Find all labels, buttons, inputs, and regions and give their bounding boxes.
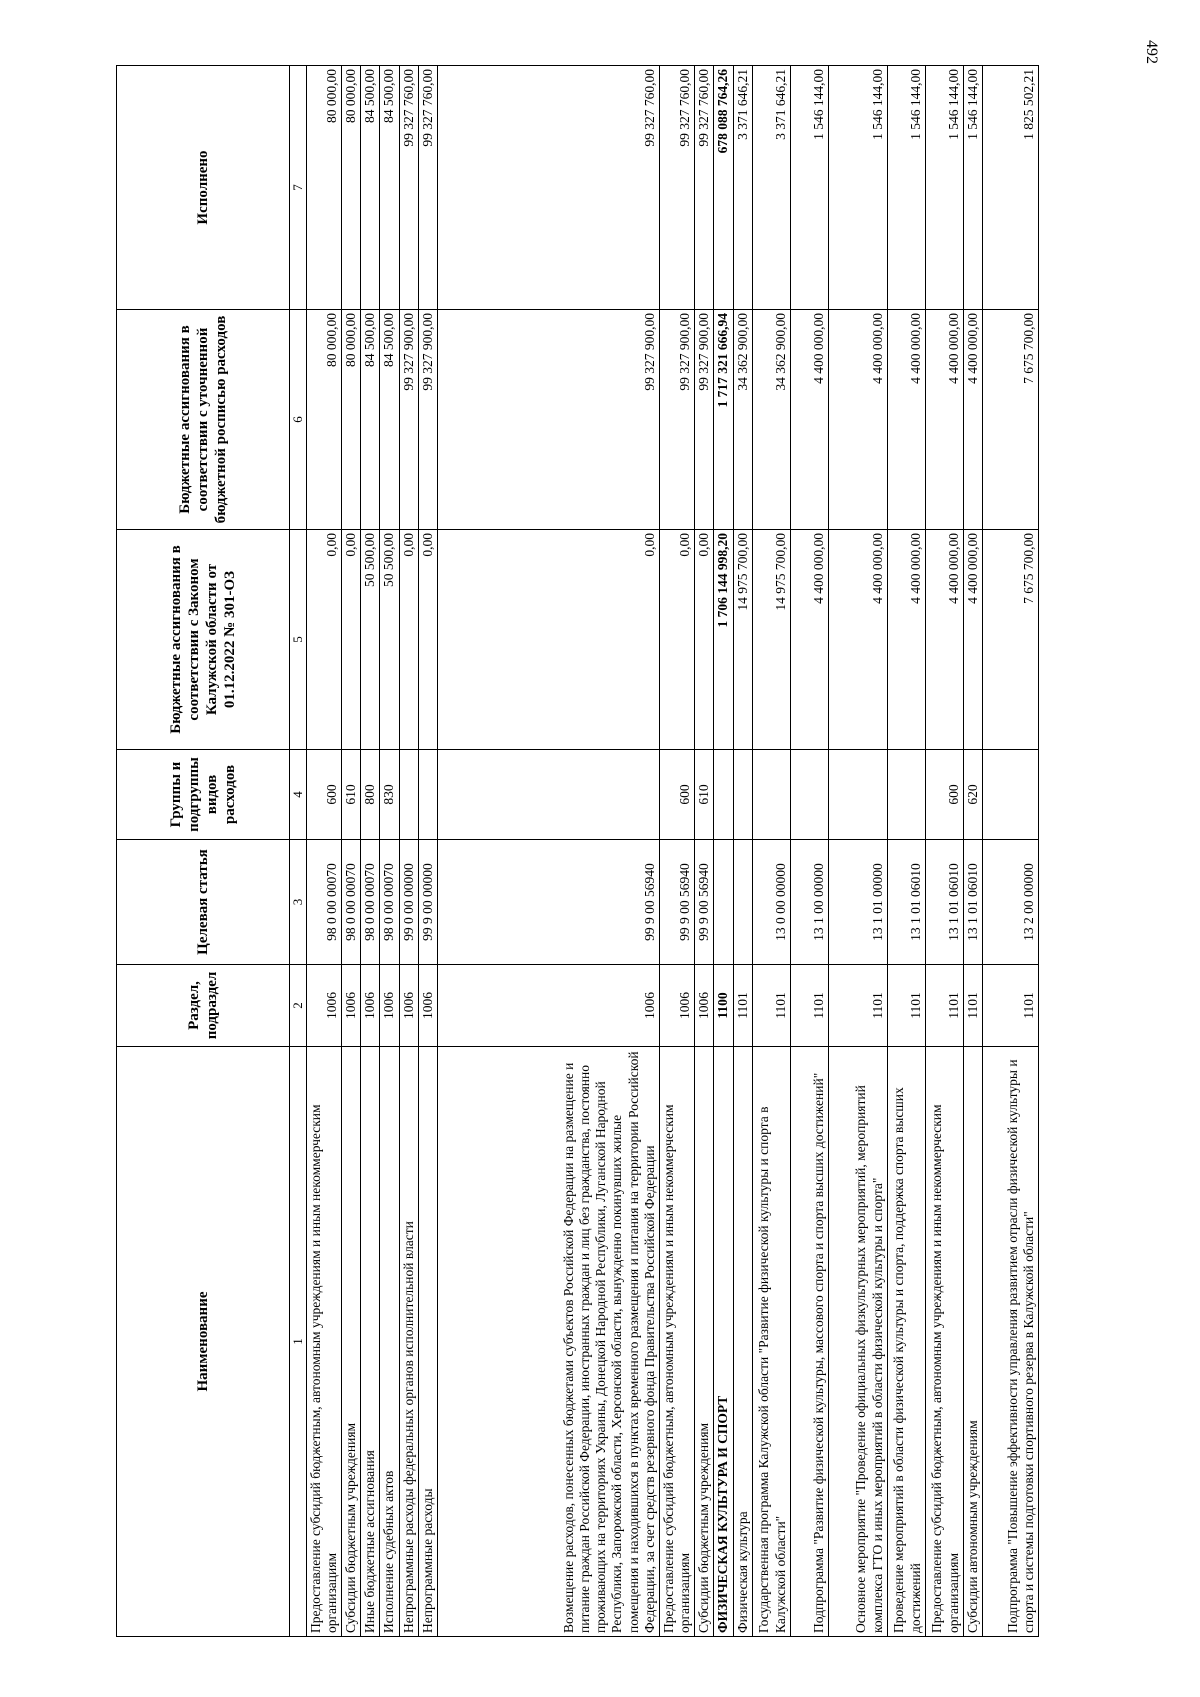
table-row	[828, 66, 887, 1637]
row-budget-amount: 99 327 900,00	[418, 310, 437, 530]
row-section: 1101	[733, 965, 752, 1047]
row-section: 1006	[437, 965, 659, 1047]
row-law-amount: 50 500,00	[361, 530, 380, 750]
row-name: Возмещение расходов, понесенных бюджетами субъектов Российской Федерации на размещение и питание граждан Российской Федерации, иностранных граждан и лиц без гражданства, постоянно проживающих на территориях Украины, Донецкой Народной Республики, Луганской Народной Республики, Запорожской области, Херсонской области, вынужденно покинувших жилые помещения и находившихся в пунктах временного размещения и питания на территории Российской Федерации, за счет средств резервного фонда Правительства Российской Федерации	[437, 1047, 659, 1637]
row-name: Субсидии автономным учреждениям	[963, 1047, 982, 1637]
row-section: 1006	[306, 965, 341, 1047]
row-group	[418, 750, 437, 840]
row-law-amount: 0,00	[659, 530, 694, 750]
row-law-amount: 14 975 700,00	[733, 530, 752, 750]
row-group	[887, 750, 925, 840]
row-budget-amount: 7 675 700,00	[983, 310, 1039, 530]
row-budget-amount: 80 000,00	[306, 310, 341, 530]
row-budget-amount: 99 327 900,00	[399, 310, 418, 530]
row-done-amount: 99 327 760,00	[437, 66, 659, 310]
row-name: Непрограммные расходы	[418, 1047, 437, 1637]
row-done-amount: 1 546 144,00	[925, 66, 963, 310]
row-budget-amount: 4 400 000,00	[828, 310, 887, 530]
row-law-amount: 4 400 000,00	[790, 530, 828, 750]
table-row	[963, 66, 982, 1637]
row-group: 830	[380, 750, 399, 840]
row-article: 98 0 00 00070	[361, 840, 380, 965]
row-article: 99 9 00 56940	[695, 840, 714, 965]
row-section: 1101	[983, 965, 1039, 1047]
row-budget-amount: 1 717 321 666,94	[714, 310, 733, 530]
row-section: 1006	[399, 965, 418, 1047]
row-law-amount: 4 400 000,00	[963, 530, 982, 750]
table-body	[306, 66, 1038, 1637]
table-row	[380, 66, 399, 1637]
row-name: Иные бюджетные ассигнования	[361, 1047, 380, 1637]
row-done-amount: 84 500,00	[361, 66, 380, 310]
row-section: 1006	[341, 965, 360, 1047]
row-article	[733, 840, 752, 965]
row-article: 99 9 00 56940	[437, 840, 659, 965]
row-article: 99 0 00 00000	[399, 840, 418, 965]
row-article: 13 1 01 06010	[925, 840, 963, 965]
row-budget-amount: 34 362 900,00	[733, 310, 752, 530]
row-name: Предоставление субсидий бюджетным, автономным учреждениям и иным некоммерческим организациям	[925, 1047, 963, 1637]
row-section: 1101	[828, 965, 887, 1047]
header-law: Бюджетные ассигнования в соответствии с Законом Калужской области от 01.12.2022 № 301-ОЗ	[117, 530, 290, 750]
page-number: 492	[1143, 40, 1160, 64]
row-group	[983, 750, 1039, 840]
header-budget: Бюджетные ассигнования в соответствии с уточненной бюджетной росписью расходов	[117, 310, 290, 530]
row-group: 600	[306, 750, 341, 840]
header-done: Исполнено	[117, 66, 290, 310]
table-row	[887, 66, 925, 1637]
row-group	[752, 750, 790, 840]
row-group	[828, 750, 887, 840]
row-group: 800	[361, 750, 380, 840]
row-article: 13 1 01 00000	[828, 840, 887, 965]
row-section: 1101	[963, 965, 982, 1047]
row-done-amount: 99 327 760,00	[659, 66, 694, 310]
column-number: 7	[290, 66, 307, 310]
rotated-page	[116, 66, 1156, 1637]
row-done-amount: 1 546 144,00	[887, 66, 925, 310]
row-done-amount: 3 371 646,21	[733, 66, 752, 310]
row-article: 13 1 00 00000	[790, 840, 828, 965]
row-group	[733, 750, 752, 840]
row-name: Подпрограмма "Повышение эффективности управления развитием отрасли физической культуры и спорта и системы подготовки спортивного резерва в Калужской области"	[983, 1047, 1039, 1637]
table-row	[418, 66, 437, 1637]
header-section: Раздел, подраздел	[117, 965, 290, 1047]
row-budget-amount: 99 327 900,00	[659, 310, 694, 530]
column-number-row	[290, 66, 307, 1637]
row-done-amount: 84 500,00	[380, 66, 399, 310]
header-article: Целевая статья	[117, 840, 290, 965]
row-group	[790, 750, 828, 840]
row-law-amount: 1 706 144 998,20	[714, 530, 733, 750]
row-article: 13 1 01 06010	[963, 840, 982, 965]
row-section: 1100	[714, 965, 733, 1047]
row-name: Проведение мероприятий в области физической культуры и спорта, поддержка спорта высших достижений	[887, 1047, 925, 1637]
row-section: 1101	[752, 965, 790, 1047]
row-article: 13 1 01 06010	[887, 840, 925, 965]
row-section: 1006	[380, 965, 399, 1047]
row-done-amount: 678 088 764,26	[714, 66, 733, 310]
row-name: Субсидии бюджетным учреждениям	[341, 1047, 360, 1637]
budget-table	[116, 65, 1039, 1637]
table-row	[399, 66, 418, 1637]
row-section: 1006	[361, 965, 380, 1047]
row-law-amount: 0,00	[695, 530, 714, 750]
row-section: 1006	[659, 965, 694, 1047]
row-section: 1101	[887, 965, 925, 1047]
header-name: Наименование	[117, 1047, 290, 1637]
row-budget-amount: 4 400 000,00	[790, 310, 828, 530]
row-group	[437, 750, 659, 840]
row-law-amount: 0,00	[306, 530, 341, 750]
row-name: Непрограммные расходы федеральных органов исполнительной власти	[399, 1047, 418, 1637]
row-done-amount: 80 000,00	[306, 66, 341, 310]
row-section: 1101	[925, 965, 963, 1047]
row-law-amount: 4 400 000,00	[828, 530, 887, 750]
row-group	[399, 750, 418, 840]
row-article	[714, 840, 733, 965]
row-budget-amount: 4 400 000,00	[887, 310, 925, 530]
row-budget-amount: 34 362 900,00	[752, 310, 790, 530]
column-number: 1	[290, 1047, 307, 1637]
column-number: 2	[290, 965, 307, 1047]
row-budget-amount: 4 400 000,00	[963, 310, 982, 530]
row-done-amount: 1 546 144,00	[828, 66, 887, 310]
row-done-amount: 80 000,00	[341, 66, 360, 310]
row-section: 1006	[418, 965, 437, 1047]
table-row	[659, 66, 694, 1637]
row-name: Предоставление субсидий бюджетным, автономным учреждениям и иным некоммерческим организациям	[306, 1047, 341, 1637]
row-section: 1101	[790, 965, 828, 1047]
row-article: 98 0 00 00070	[341, 840, 360, 965]
row-budget-amount: 80 000,00	[341, 310, 360, 530]
table-row	[925, 66, 963, 1637]
row-name: Основное мероприятие "Проведение официальных физкультурных мероприятий, мероприятий комплекса ГТО и иных мероприятий в области физической культуры и спорта"	[828, 1047, 887, 1637]
table-row	[752, 66, 790, 1637]
table-row	[437, 66, 659, 1637]
row-done-amount: 1 546 144,00	[790, 66, 828, 310]
row-done-amount: 3 371 646,21	[752, 66, 790, 310]
table-row	[361, 66, 380, 1637]
row-name: Физическая культура	[733, 1047, 752, 1637]
table-row	[790, 66, 828, 1637]
table-row	[341, 66, 360, 1637]
header-group: Группы и подгруппы видов расходов	[117, 750, 290, 840]
column-number: 4	[290, 750, 307, 840]
row-article: 98 0 00 00070	[380, 840, 399, 965]
header-row	[117, 66, 290, 1637]
column-number: 3	[290, 840, 307, 965]
row-budget-amount: 99 327 900,00	[437, 310, 659, 530]
column-number: 6	[290, 310, 307, 530]
row-section: 1006	[695, 965, 714, 1047]
row-budget-amount: 84 500,00	[361, 310, 380, 530]
row-group: 600	[659, 750, 694, 840]
row-name: Подпрограмма "Развитие физической культуры, массового спорта и спорта высших достижений"	[790, 1047, 828, 1637]
row-done-amount: 1 825 502,21	[983, 66, 1039, 310]
row-law-amount: 50 500,00	[380, 530, 399, 750]
row-law-amount: 4 400 000,00	[925, 530, 963, 750]
row-budget-amount: 84 500,00	[380, 310, 399, 530]
row-article: 13 0 00 00000	[752, 840, 790, 965]
row-done-amount: 99 327 760,00	[418, 66, 437, 310]
row-name: Предоставление субсидий бюджетным, автономным учреждениям и иным некоммерческим организациям	[659, 1047, 694, 1637]
row-law-amount: 0,00	[399, 530, 418, 750]
row-article: 99 9 00 56940	[659, 840, 694, 965]
row-group: 610	[341, 750, 360, 840]
row-done-amount: 99 327 760,00	[399, 66, 418, 310]
row-law-amount: 0,00	[418, 530, 437, 750]
row-done-amount: 1 546 144,00	[963, 66, 982, 310]
row-law-amount: 14 975 700,00	[752, 530, 790, 750]
table-row	[714, 66, 733, 1637]
row-law-amount: 0,00	[341, 530, 360, 750]
row-group: 600	[925, 750, 963, 840]
table-row	[695, 66, 714, 1637]
row-group: 620	[963, 750, 982, 840]
row-budget-amount: 99 327 900,00	[695, 310, 714, 530]
table-row	[306, 66, 341, 1637]
row-name: Субсидии бюджетным учреждениям	[695, 1047, 714, 1637]
table-row	[733, 66, 752, 1637]
row-law-amount: 0,00	[437, 530, 659, 750]
row-law-amount: 7 675 700,00	[983, 530, 1039, 750]
row-name: Исполнение судебных актов	[380, 1047, 399, 1637]
row-group: 610	[695, 750, 714, 840]
row-done-amount: 99 327 760,00	[695, 66, 714, 310]
row-article: 99 9 00 00000	[418, 840, 437, 965]
table-row	[983, 66, 1039, 1637]
row-name: ФИЗИЧЕСКАЯ КУЛЬТУРА И СПОРТ	[714, 1047, 733, 1637]
row-article: 13 2 00 00000	[983, 840, 1039, 965]
row-group	[714, 750, 733, 840]
row-article: 98 0 00 00070	[306, 840, 341, 965]
row-budget-amount: 4 400 000,00	[925, 310, 963, 530]
row-name: Государственная программа Калужской области "Развитие физической культуры и спорта в Калужской области"	[752, 1047, 790, 1637]
row-law-amount: 4 400 000,00	[887, 530, 925, 750]
column-number: 5	[290, 530, 307, 750]
